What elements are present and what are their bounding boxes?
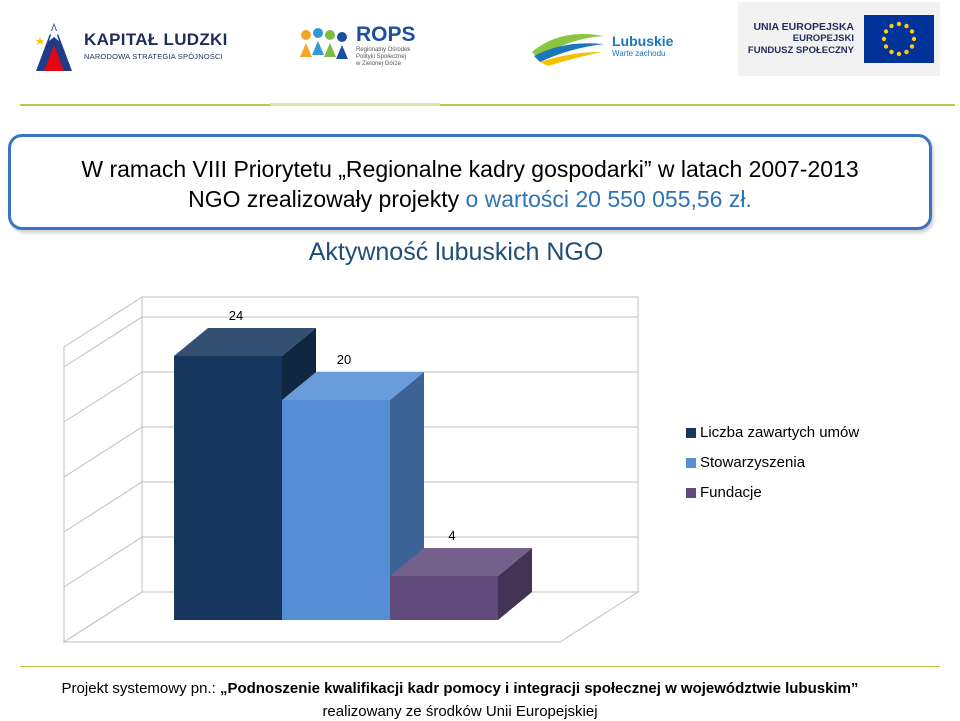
eu-star — [884, 44, 888, 48]
eu-flag-icon — [864, 15, 934, 63]
eu-star — [884, 29, 888, 33]
footer-divider — [20, 666, 940, 667]
eu-star — [897, 52, 901, 56]
eu-star — [904, 24, 908, 28]
header-divider-accent — [270, 103, 440, 106]
footer-project-title: „Podnoszenie kwalifikacji kadr pomocy i integracji społecznej w województwie lubuskim” — [219, 680, 859, 697]
rops-title: ROPS — [356, 22, 416, 46]
banner-line-1: W ramach VIII Priorytetu „Regionalne kadry gospodarki” w latach 2007-2013 — [81, 156, 859, 182]
eu-star — [904, 50, 908, 54]
banner-line-2-text: NGO zrealizowały projekty — [188, 186, 466, 212]
kapital-ludzki-title: KAPITAŁ LUDZKI — [84, 29, 228, 49]
bar-2 — [390, 576, 498, 620]
kapital-ludzki-logo — [34, 10, 264, 80]
data-label-0: 24 — [228, 308, 244, 323]
lubuskie-waves-icon — [530, 22, 606, 68]
footer — [0, 680, 920, 720]
legend-label-1: Stowarzyszenia — [700, 454, 806, 471]
legend-label-2: Fundacje — [700, 484, 762, 501]
kapital-ludzki-subtitle: NARODOWA STRATEGIA SPÓJNOŚCI — [84, 51, 223, 61]
eu-star — [912, 37, 916, 41]
rops-people-icon — [298, 25, 350, 65]
legend-label-0: Liczba zawartych umów — [700, 424, 860, 441]
activity-chart — [0, 280, 960, 660]
bar-0 — [174, 356, 282, 620]
kapital-ludzki-stars-icon — [34, 15, 74, 75]
bar-1 — [282, 400, 390, 620]
rops-subtitle: Regionalny Ośrodek Polityki Społecznej w Zielonej Górze — [356, 46, 411, 67]
banner-line-2 — [11, 186, 929, 213]
banner-value-highlight: o wartości 20 550 055,56 zł. — [465, 186, 752, 212]
eu-star — [882, 37, 886, 41]
legend-swatch-0 — [686, 428, 696, 438]
legend-swatch-1 — [686, 458, 696, 468]
header-divider — [20, 104, 955, 106]
lubuskie-title: Lubuskie — [612, 32, 674, 49]
chart-title: Aktywność lubuskich NGO — [308, 238, 604, 266]
footer-project-prefix: Projekt systemowy pn.: — [61, 680, 220, 697]
eu-star — [910, 44, 914, 48]
lubuskie-logo — [530, 10, 690, 80]
eu-star — [889, 24, 893, 28]
summary-banner — [8, 134, 932, 230]
logo-bar — [0, 0, 960, 90]
data-label-1: 20 — [336, 352, 352, 367]
data-label-2: 4 — [448, 528, 456, 543]
footer-funding-line: realizowany ze środków Unii Europejskiej — [322, 703, 598, 720]
lubuskie-subtitle: Warte zachodu — [612, 48, 666, 58]
rops-logo — [298, 10, 438, 80]
eu-star — [889, 50, 893, 54]
legend-swatch-2 — [686, 488, 696, 498]
eu-star — [910, 29, 914, 33]
footer-project-line — [0, 680, 920, 697]
eu-logo — [738, 2, 940, 76]
eu-text: UNIA EUROPEJSKA EUROPEJSKI FUNDUSZ SPOŁECZNY — [747, 21, 854, 56]
eu-star — [897, 22, 901, 26]
